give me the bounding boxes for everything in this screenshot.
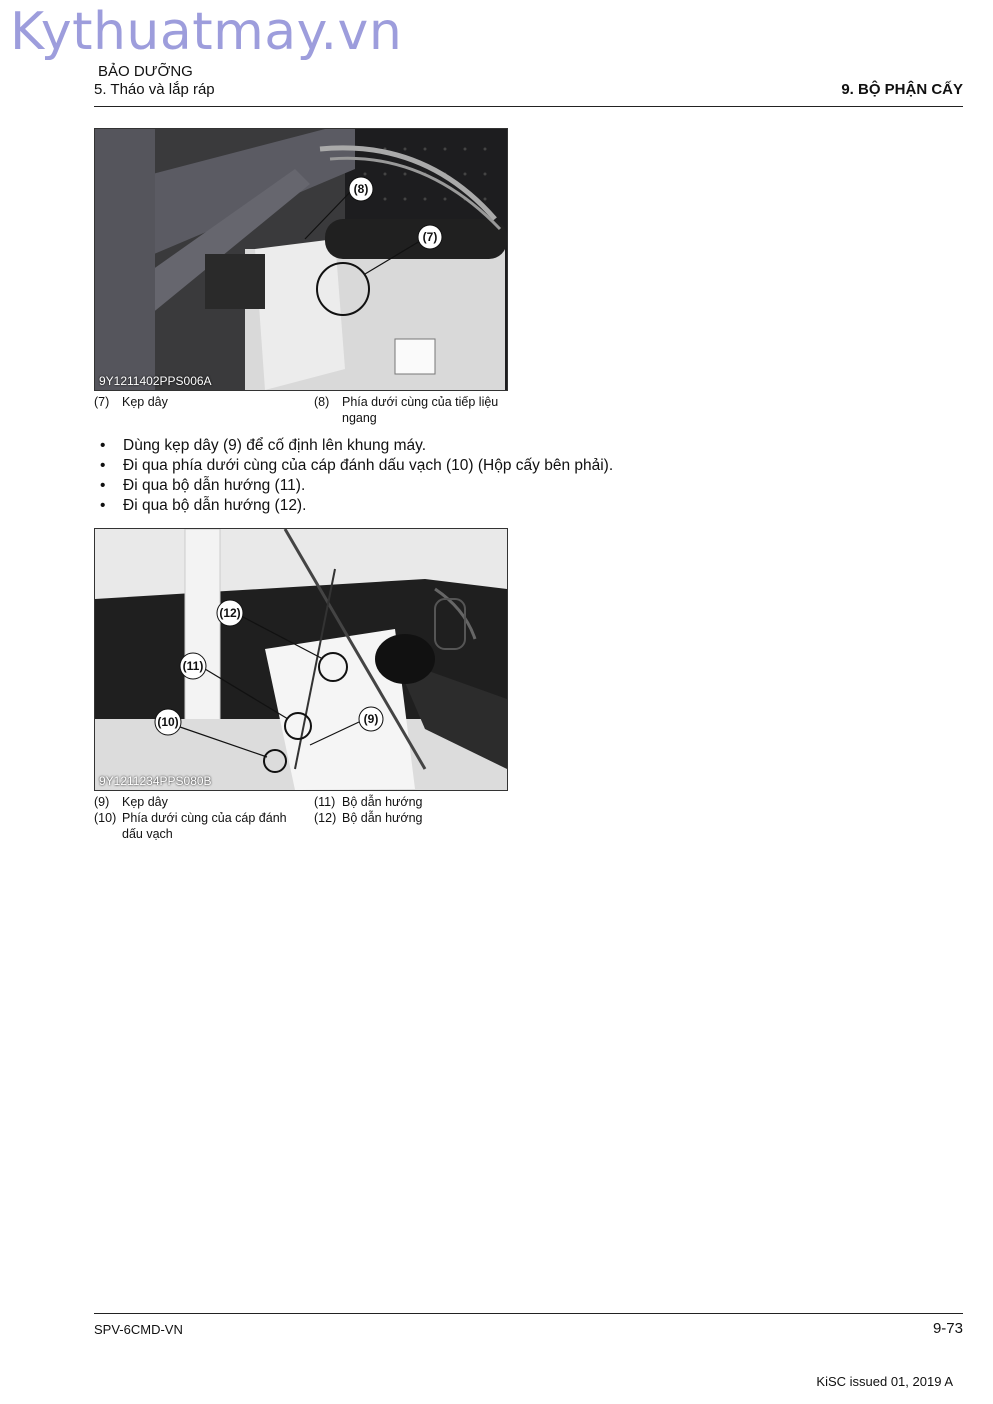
header-section: BẢO DƯỠNG	[98, 63, 193, 80]
caption-number: (10)	[94, 811, 117, 825]
callout-label-9: (9)	[363, 712, 379, 726]
watermark: Kythuatmay.vn	[10, 2, 403, 62]
caption-text: Bộ dẫn hướng	[342, 811, 423, 825]
caption-text: Phía dưới cùng của tiếp liệu ngang	[342, 395, 499, 425]
header-divider	[94, 106, 963, 107]
caption-12	[314, 810, 519, 826]
caption-text: Bộ dẫn hướng	[342, 795, 423, 809]
instruction-item: • Đi qua phía dưới cùng của cáp đánh dấu vạch (10) (Hộp cấy bên phải).	[100, 456, 613, 476]
caption-text: Kẹp dây	[122, 395, 168, 409]
footer-issue: KiSC issued 01, 2019 A	[816, 1374, 953, 1389]
caption-7	[94, 394, 299, 410]
caption-text: Phía dưới cùng của cáp đánh dấu vạch	[122, 811, 287, 841]
header-chapter: 9. BỘ PHẬN CẤY	[841, 81, 963, 98]
instruction-item: • Đi qua bộ dẫn hướng (11).	[100, 476, 613, 496]
figure1-illustration	[95, 129, 507, 390]
footer-doc-code: SPV-6CMD-VN	[94, 1322, 183, 1337]
instruction-list	[100, 436, 613, 516]
callout-label-7: (7)	[422, 230, 438, 244]
caption-number: (7)	[94, 395, 110, 409]
figure2-illustration	[95, 529, 507, 790]
caption-number: (12)	[314, 811, 337, 825]
caption-10	[94, 810, 299, 842]
figure1-image-id: 9Y1211402PPS006A	[99, 374, 212, 388]
figure2-photo	[94, 528, 508, 791]
footer-divider	[94, 1313, 963, 1314]
footer-page-number: 9-73	[932, 1320, 963, 1337]
caption-number: (8)	[314, 395, 330, 409]
instruction-item: • Dùng kẹp dây (9) để cố định lên khung máy.	[100, 436, 613, 456]
callout-label-8: (8)	[353, 182, 369, 196]
caption-11	[314, 794, 519, 810]
header-subsection: 5. Tháo và lắp ráp	[94, 81, 215, 98]
callout-label-12: (12)	[219, 606, 241, 620]
caption-number: (9)	[94, 795, 110, 809]
caption-number: (11)	[314, 795, 336, 809]
instruction-item: • Đi qua bộ dẫn hướng (12).	[100, 496, 613, 516]
callout-label-11: (11)	[182, 659, 204, 673]
callout-label-10: (10)	[157, 715, 179, 729]
figure2-image-id: 9Y1211234PPS080B	[99, 774, 212, 788]
caption-text: Kẹp dây	[122, 795, 168, 809]
caption-8	[314, 394, 519, 426]
figure1-photo	[94, 128, 508, 391]
caption-9	[94, 794, 299, 810]
